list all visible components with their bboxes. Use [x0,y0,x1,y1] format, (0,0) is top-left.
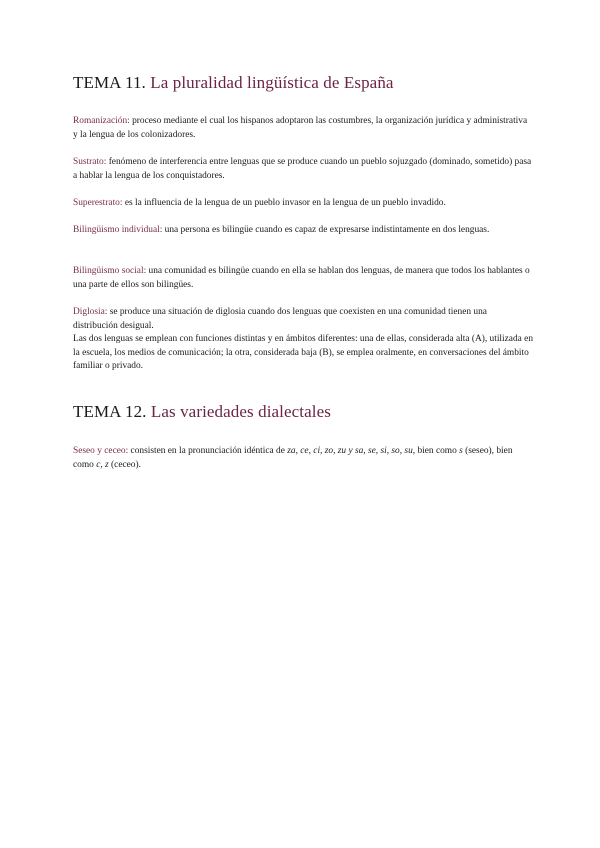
definition-term: Sustrato: [73,157,107,167]
diglosia-explanation: Las dos lenguas se emplean con funciones distintas y en ámbitos diferentes: una de ellas, considerada alta (A), utilizada en la escuela, los medios de comunicación; la otra, considerada baja (B), se emplea oralmente, en conversaciones del ámbito familiar o privado. [73,334,534,371]
definition-text: consisten en la pronunciación idéntica de [130,446,285,456]
definition-term: Seseo y ceceo: [73,446,129,456]
letter-s: s [459,446,463,456]
definition-seseo-ceceo [73,445,533,472]
section-number: TEMA 12. [73,402,147,421]
definition-text: (ceceo). [111,459,141,470]
definition-text: proceso mediante el cual los hispanos adoptaron las costumbres, la organización jurídica y administrativa y la lengua de los colonizadores. [73,116,528,140]
definition-sustrato [73,156,533,183]
section-heading-tema-12 [73,402,331,422]
definition-diglosia [73,306,533,374]
definition-term: Superestrato: [73,198,123,208]
section-number: TEMA 11. [73,73,146,92]
letters-c-z: c, z [96,459,109,470]
definition-term: Diglosia: [73,307,108,317]
definition-term: Bilingüismo individual: [73,225,163,235]
definition-term: Romanización: [73,116,130,126]
section-title: La pluralidad lingüística de España [150,73,394,92]
definition-text: es la influencia de la lengua de un pueblo invasor en la lengua de un pueblo invadido. [124,198,446,208]
section-heading-tema-11 [73,73,394,93]
definition-text: (seseo), bien como [73,446,513,470]
definition-superestrato [73,197,533,211]
definition-text: una persona es bilingüe cuando es capaz de expresarse indistintamente en dos lenguas. [164,225,490,235]
definition-romanizacion [73,115,533,142]
diglosia-definition [73,306,533,333]
definition-text: , bien como [412,446,457,456]
definition-bilinguismo-social [73,265,533,292]
definition-text: una comunidad es bilingüe cuando en ella se hablan dos lenguas, de manera que todos los hablantes o una parte de ellos son bilingües. [73,266,530,290]
section-title: Las variedades dialectales [150,402,331,421]
definition-text: fenómeno de interferencia entre lenguas que se produce cuando un pueblo sojuzgado (dominado, sometido) pasa a hablar la lengua de los conquistadores. [73,157,532,181]
definition-term: Bilingüismo social: [73,266,147,276]
syllable-list: za, ce, ci, zo, zu y sa, se, si, so, su [287,446,413,456]
definition-bilinguismo-individual [73,224,533,238]
definition-text: se produce una situación de diglosia cuando dos lenguas que coexisten en una comunidad tienen una distribución desigual. [73,307,487,331]
